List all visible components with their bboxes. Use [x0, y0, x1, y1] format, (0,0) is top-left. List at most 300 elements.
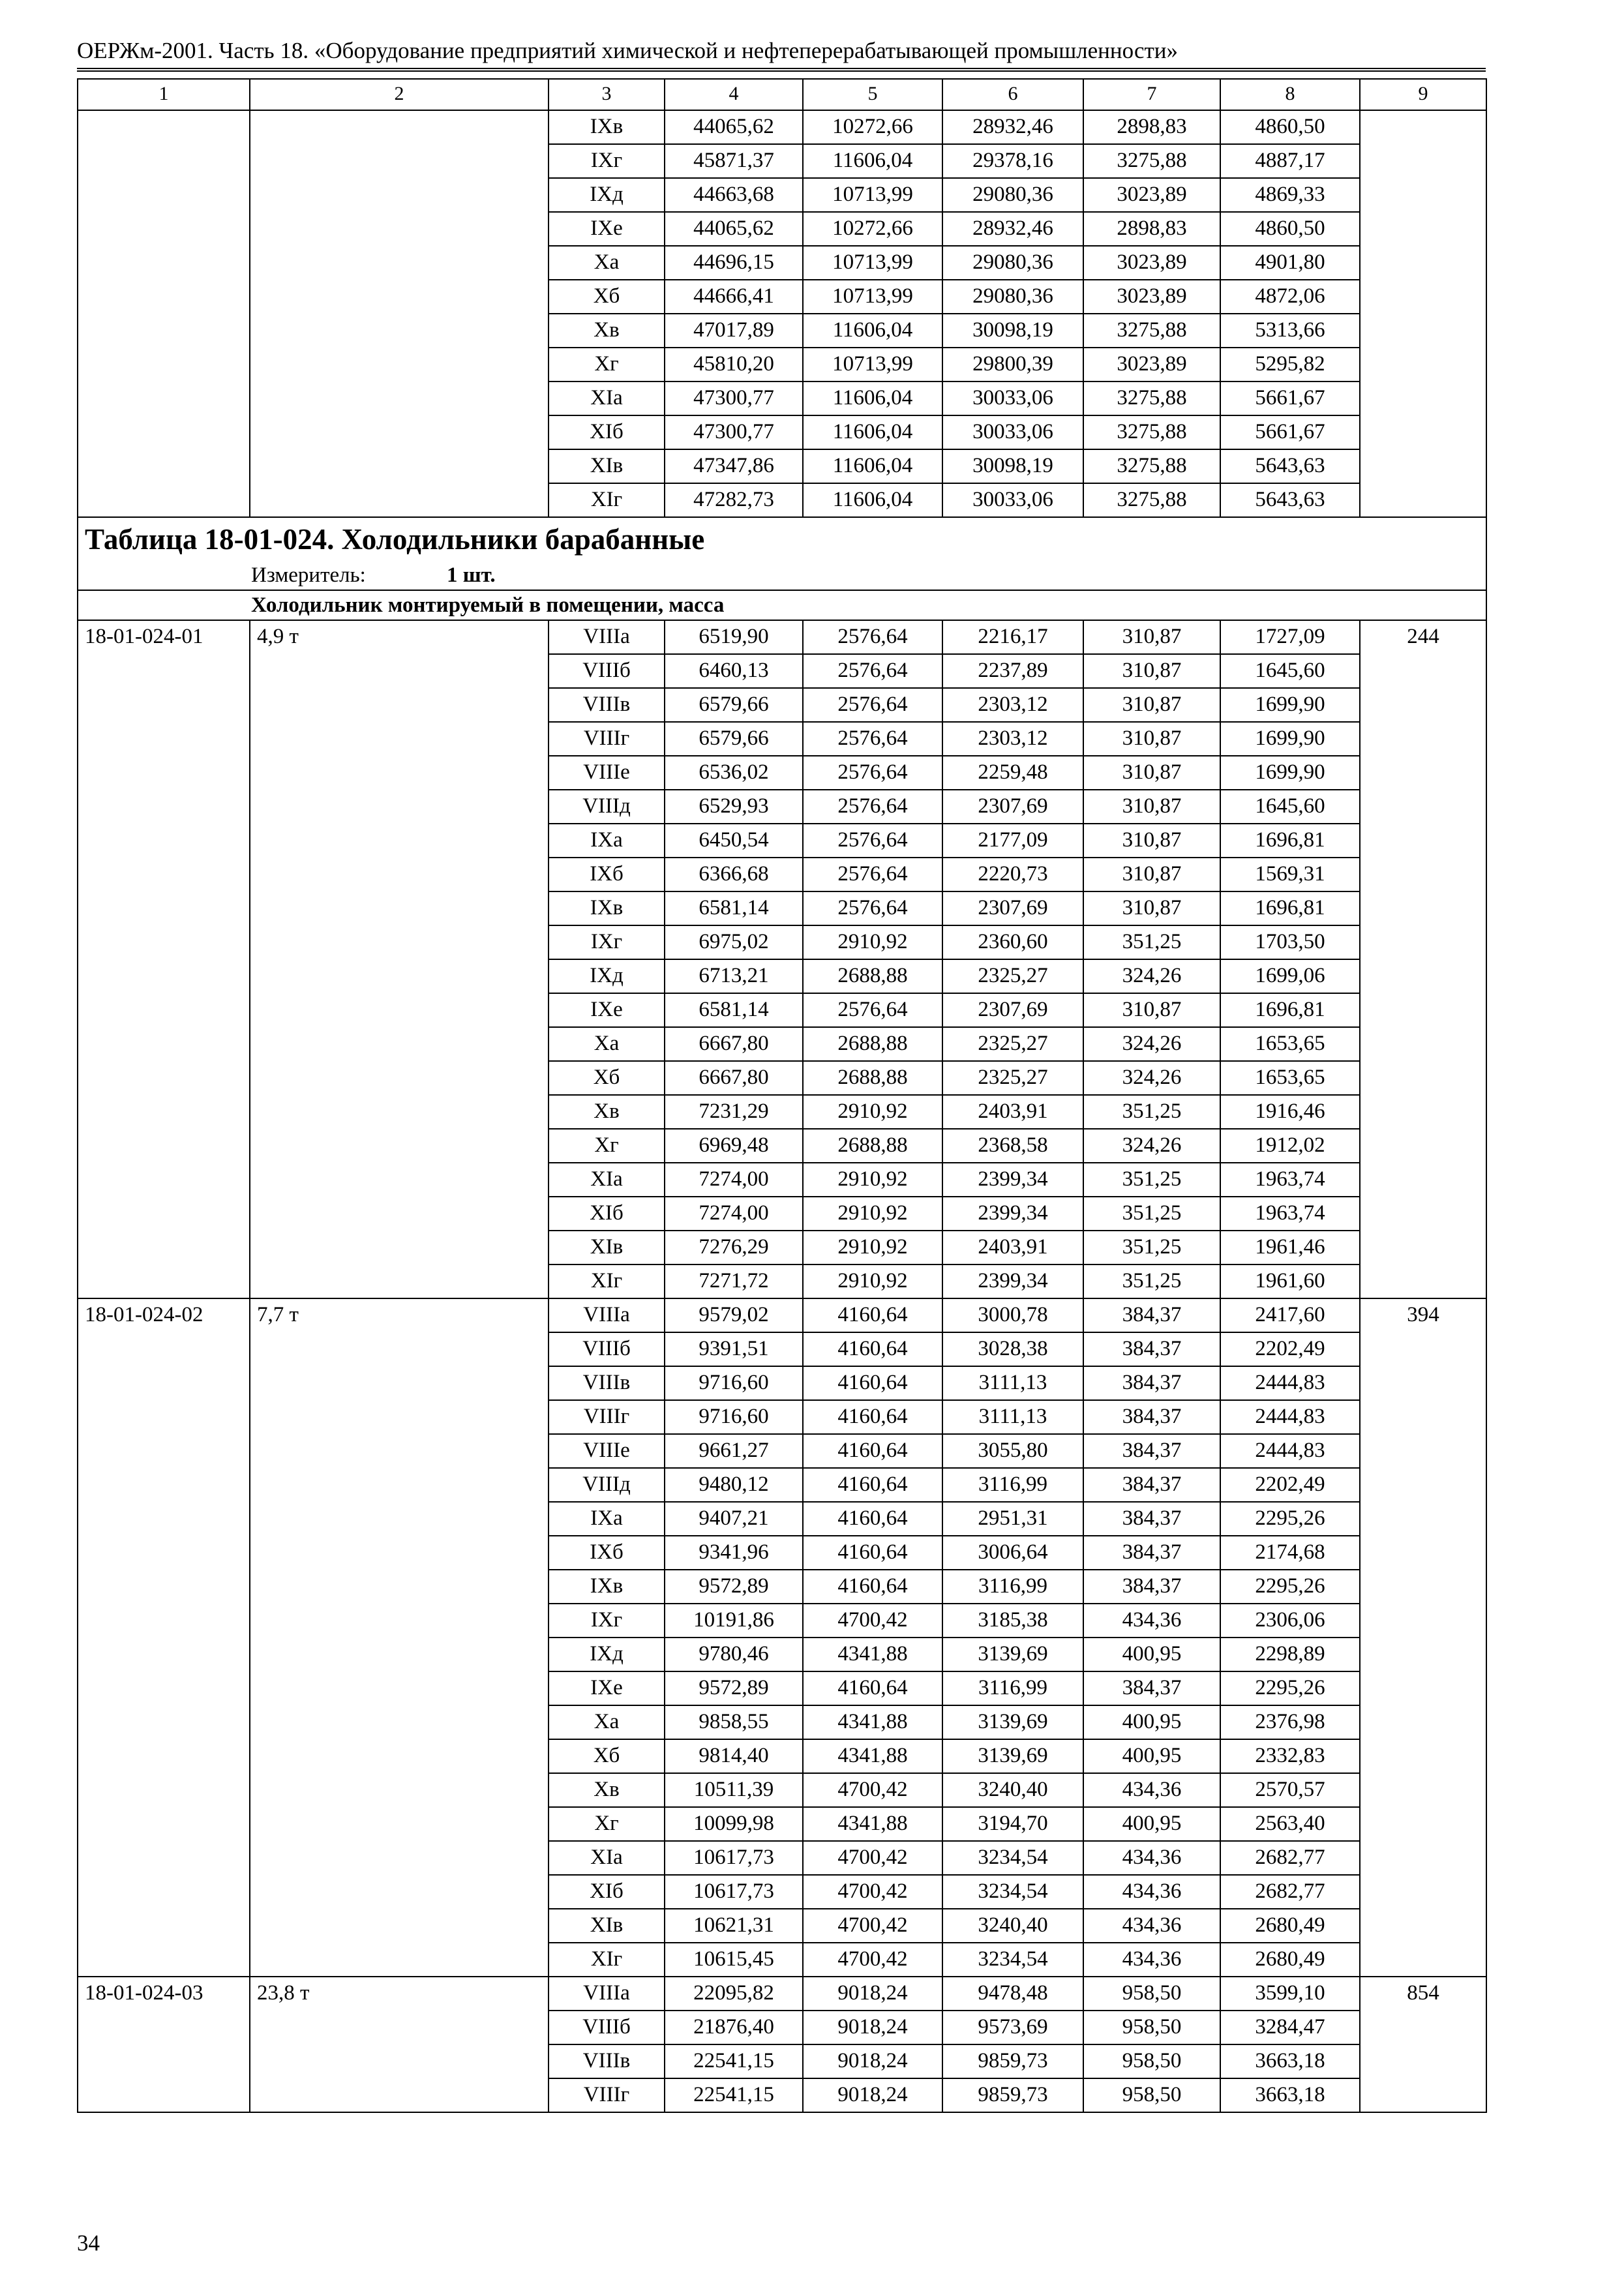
item-mass: 7,7 т	[250, 1298, 549, 1977]
value-cell-7: 434,36	[1083, 1943, 1220, 1977]
column-number: 7	[1083, 79, 1220, 110]
value-cell-8: 2295,26	[1220, 1570, 1360, 1604]
value-cell-8: 1699,90	[1220, 688, 1360, 722]
row-code-cell: XIа	[549, 1163, 665, 1197]
value-cell-4: 6519,90	[665, 620, 803, 654]
rates-table	[77, 78, 1487, 2113]
value-cell-8: 1916,46	[1220, 1095, 1360, 1129]
value-cell-5: 2910,92	[803, 1163, 942, 1197]
value-cell-6: 3055,80	[942, 1434, 1083, 1468]
value-cell-4: 47300,77	[665, 382, 803, 415]
value-cell-4: 45810,20	[665, 348, 803, 382]
value-cell-8: 1699,90	[1220, 722, 1360, 756]
item-code: 18-01-024-03	[78, 1977, 250, 2112]
value-cell-6: 3028,38	[942, 1332, 1083, 1366]
value-cell-5: 9018,24	[803, 1977, 942, 2011]
value-cell-8: 2570,57	[1220, 1773, 1360, 1807]
value-cell-7: 384,37	[1083, 1434, 1220, 1468]
value-cell-8: 1963,74	[1220, 1197, 1360, 1231]
value-cell-6: 2307,69	[942, 790, 1083, 824]
value-cell-8: 4860,50	[1220, 212, 1360, 246]
row-code-cell: Xб	[549, 1739, 665, 1773]
value-cell-8: 1645,60	[1220, 790, 1360, 824]
value-cell-4: 6536,02	[665, 756, 803, 790]
value-cell-6: 2237,89	[942, 654, 1083, 688]
row-code-cell: IXд	[549, 1638, 665, 1671]
value-cell-7: 400,95	[1083, 1739, 1220, 1773]
value-cell-6: 3116,99	[942, 1468, 1083, 1502]
running-header: ОЕРЖм-2001. Часть 18. «Оборудование предприятий химической и нефтеперерабатывающей промышленности»	[77, 38, 1179, 63]
value-cell-8: 1653,65	[1220, 1027, 1360, 1061]
value-cell-7: 310,87	[1083, 620, 1220, 654]
value-cell-6: 2325,27	[942, 1061, 1083, 1095]
row-code-cell: VIIIд	[549, 790, 665, 824]
value-cell-7: 310,87	[1083, 824, 1220, 858]
row-code-cell: VIIIг	[549, 2078, 665, 2112]
value-cell-5: 2576,64	[803, 620, 942, 654]
value-cell-4: 9661,27	[665, 1434, 803, 1468]
value-cell-8: 4872,06	[1220, 280, 1360, 314]
value-cell-8: 2295,26	[1220, 1502, 1360, 1536]
value-cell-5: 4160,64	[803, 1400, 942, 1434]
value-cell-4: 47017,89	[665, 314, 803, 348]
row-code-cell: Xг	[549, 1129, 665, 1163]
value-cell-5: 4160,64	[803, 1570, 942, 1604]
value-cell-7: 434,36	[1083, 1773, 1220, 1807]
value-cell-4: 10621,31	[665, 1909, 803, 1943]
value-cell-6: 30033,06	[942, 415, 1083, 449]
value-cell-8: 5661,67	[1220, 382, 1360, 415]
value-cell-4: 47300,77	[665, 415, 803, 449]
value-cell-8: 1696,81	[1220, 891, 1360, 925]
value-cell-6: 9573,69	[942, 2011, 1083, 2044]
row-code-cell: VIIIб	[549, 2011, 665, 2044]
value-cell-6: 28932,46	[942, 110, 1083, 144]
row-code-cell: IXе	[549, 212, 665, 246]
value-cell-8: 2295,26	[1220, 1671, 1360, 1705]
value-cell-8: 3663,18	[1220, 2078, 1360, 2112]
value-cell-7: 3275,88	[1083, 382, 1220, 415]
value-cell-5: 4341,88	[803, 1638, 942, 1671]
unit-label: Измеритель:	[251, 563, 366, 587]
row-code-cell: XIа	[549, 1841, 665, 1875]
value-cell-8: 1653,65	[1220, 1061, 1360, 1095]
value-cell-5: 4160,64	[803, 1468, 942, 1502]
value-cell-5: 4341,88	[803, 1807, 942, 1841]
row-code-cell: VIIIг	[549, 722, 665, 756]
value-cell-6: 2403,91	[942, 1095, 1083, 1129]
value-cell-8: 3284,47	[1220, 2011, 1360, 2044]
value-cell-4: 7231,29	[665, 1095, 803, 1129]
value-cell-8: 2444,83	[1220, 1366, 1360, 1400]
row-code-cell: VIIIв	[549, 688, 665, 722]
group-title: Холодильник монтируемый в помещении, масса	[78, 590, 1486, 620]
value-cell-7: 384,37	[1083, 1502, 1220, 1536]
value-cell-7: 384,37	[1083, 1400, 1220, 1434]
column-number: 4	[665, 79, 803, 110]
value-cell-4: 9579,02	[665, 1298, 803, 1332]
value-cell-8: 1696,81	[1220, 993, 1360, 1027]
value-cell-8: 5295,82	[1220, 348, 1360, 382]
row-code-cell: VIIIб	[549, 654, 665, 688]
value-cell-8: 1963,74	[1220, 1163, 1360, 1197]
value-cell-8: 2444,83	[1220, 1400, 1360, 1434]
value-cell-4: 44663,68	[665, 178, 803, 212]
value-cell-5: 11606,04	[803, 483, 942, 517]
value-cell-6: 2325,27	[942, 959, 1083, 993]
value-cell-8: 1961,46	[1220, 1231, 1360, 1264]
value-cell-7: 384,37	[1083, 1298, 1220, 1332]
value-cell-5: 10713,99	[803, 348, 942, 382]
value-cell-5: 2688,88	[803, 1027, 942, 1061]
value-cell-5: 10713,99	[803, 280, 942, 314]
value-cell-7: 3023,89	[1083, 246, 1220, 280]
value-cell-7: 384,37	[1083, 1536, 1220, 1570]
value-cell-4: 7276,29	[665, 1231, 803, 1264]
row-code-cell: XIв	[549, 449, 665, 483]
row-code-cell: VIIIа	[549, 620, 665, 654]
value-cell-7: 2898,83	[1083, 110, 1220, 144]
value-cell-8: 2417,60	[1220, 1298, 1360, 1332]
value-cell-8: 2298,89	[1220, 1638, 1360, 1671]
value-cell-6: 2368,58	[942, 1129, 1083, 1163]
row-code-cell: IXв	[549, 1570, 665, 1604]
value-cell-4: 10191,86	[665, 1604, 803, 1638]
value-cell-7: 310,87	[1083, 858, 1220, 891]
item-mass: 23,8 т	[250, 1977, 549, 2112]
value-cell-7: 384,37	[1083, 1332, 1220, 1366]
value-cell-5: 2576,64	[803, 824, 942, 858]
value-cell-6: 2399,34	[942, 1197, 1083, 1231]
value-cell-4: 10615,45	[665, 1943, 803, 1977]
value-cell-7: 2898,83	[1083, 212, 1220, 246]
value-cell-7: 958,50	[1083, 2044, 1220, 2078]
value-cell-6: 3116,99	[942, 1671, 1083, 1705]
value-cell-5: 4160,64	[803, 1434, 942, 1468]
value-cell-6: 2220,73	[942, 858, 1083, 891]
row-code-cell: VIIIе	[549, 756, 665, 790]
value-cell-7: 400,95	[1083, 1807, 1220, 1841]
value-cell-4: 6579,66	[665, 722, 803, 756]
column-number: 6	[942, 79, 1083, 110]
value-cell-6: 2399,34	[942, 1163, 1083, 1197]
row-code-cell: IXе	[549, 993, 665, 1027]
row-code-cell: Xв	[549, 1095, 665, 1129]
row-code-cell: VIIIа	[549, 1977, 665, 2011]
value-cell-7: 310,87	[1083, 756, 1220, 790]
value-cell-5: 4700,42	[803, 1604, 942, 1638]
value-cell-5: 2576,64	[803, 858, 942, 891]
row-code-cell: Xб	[549, 1061, 665, 1095]
table-title: Таблица 18-01-024. Холодильники барабанные	[78, 517, 1486, 561]
column-number: 3	[549, 79, 665, 110]
value-cell-6: 3139,69	[942, 1739, 1083, 1773]
value-cell-5: 2688,88	[803, 959, 942, 993]
item-code: 18-01-024-01	[78, 620, 250, 1298]
row-code-cell: IXб	[549, 858, 665, 891]
table-row	[78, 110, 1486, 144]
col9-cell	[1360, 110, 1486, 517]
value-cell-7: 310,87	[1083, 722, 1220, 756]
value-cell-7: 310,87	[1083, 891, 1220, 925]
value-cell-7: 3023,89	[1083, 178, 1220, 212]
value-cell-7: 958,50	[1083, 2078, 1220, 2112]
value-cell-6: 3111,13	[942, 1400, 1083, 1434]
value-cell-6: 30098,19	[942, 449, 1083, 483]
value-cell-4: 9572,89	[665, 1671, 803, 1705]
value-cell-6: 9859,73	[942, 2044, 1083, 2078]
code-cell	[78, 110, 250, 517]
value-cell-7: 400,95	[1083, 1705, 1220, 1739]
value-cell-7: 310,87	[1083, 654, 1220, 688]
value-cell-6: 3240,40	[942, 1909, 1083, 1943]
value-cell-7: 324,26	[1083, 1129, 1220, 1163]
value-cell-8: 5643,63	[1220, 483, 1360, 517]
value-cell-5: 2910,92	[803, 1264, 942, 1298]
table-row	[78, 1298, 1486, 1332]
value-cell-4: 6581,14	[665, 891, 803, 925]
row-code-cell: XIв	[549, 1231, 665, 1264]
value-cell-4: 6366,68	[665, 858, 803, 891]
value-cell-5: 9018,24	[803, 2044, 942, 2078]
value-cell-4: 9572,89	[665, 1570, 803, 1604]
table-row	[78, 620, 1486, 654]
value-cell-6: 29800,39	[942, 348, 1083, 382]
value-cell-4: 9341,96	[665, 1536, 803, 1570]
value-cell-8: 2332,83	[1220, 1739, 1360, 1773]
value-cell-7: 3275,88	[1083, 314, 1220, 348]
value-cell-6: 28932,46	[942, 212, 1083, 246]
value-cell-7: 351,25	[1083, 1264, 1220, 1298]
row-code-cell: Xг	[549, 1807, 665, 1841]
row-code-cell: VIIIд	[549, 1468, 665, 1502]
unit-row	[78, 561, 1486, 590]
value-cell-6: 2403,91	[942, 1231, 1083, 1264]
unit-value: 1 шт.	[447, 563, 496, 587]
header-rule	[77, 68, 1486, 72]
value-cell-7: 434,36	[1083, 1875, 1220, 1909]
value-cell-6: 2303,12	[942, 722, 1083, 756]
row-code-cell: IXе	[549, 1671, 665, 1705]
value-cell-6: 3194,70	[942, 1807, 1083, 1841]
value-cell-5: 9018,24	[803, 2078, 942, 2112]
value-cell-4: 45871,37	[665, 144, 803, 178]
value-cell-7: 434,36	[1083, 1841, 1220, 1875]
row-code-cell: IXа	[549, 824, 665, 858]
value-cell-5: 4700,42	[803, 1773, 942, 1807]
value-cell-5: 10272,66	[803, 212, 942, 246]
value-cell-8: 2563,40	[1220, 1807, 1360, 1841]
value-cell-6: 2307,69	[942, 891, 1083, 925]
value-cell-8: 2682,77	[1220, 1841, 1360, 1875]
value-cell-8: 2680,49	[1220, 1909, 1360, 1943]
value-cell-7: 324,26	[1083, 1061, 1220, 1095]
value-cell-6: 3240,40	[942, 1773, 1083, 1807]
column-number-row	[78, 79, 1486, 110]
value-cell-8: 2682,77	[1220, 1875, 1360, 1909]
row-code-cell: IXв	[549, 110, 665, 144]
value-cell-6: 3139,69	[942, 1638, 1083, 1671]
value-cell-5: 4160,64	[803, 1366, 942, 1400]
row-code-cell: Xв	[549, 314, 665, 348]
value-cell-7: 434,36	[1083, 1909, 1220, 1943]
value-cell-6: 3116,99	[942, 1570, 1083, 1604]
value-cell-8: 5313,66	[1220, 314, 1360, 348]
row-code-cell: IXб	[549, 1536, 665, 1570]
column-number: 9	[1360, 79, 1486, 110]
value-cell-5: 2910,92	[803, 1095, 942, 1129]
value-cell-6: 2399,34	[942, 1264, 1083, 1298]
value-cell-8: 1727,09	[1220, 620, 1360, 654]
row-code-cell: Xа	[549, 1027, 665, 1061]
column-number: 8	[1220, 79, 1360, 110]
value-cell-4: 44065,62	[665, 212, 803, 246]
row-code-cell: XIб	[549, 1197, 665, 1231]
value-cell-7: 958,50	[1083, 1977, 1220, 2011]
value-cell-8: 1696,81	[1220, 824, 1360, 858]
value-cell-5: 4700,42	[803, 1909, 942, 1943]
row-code-cell: Xа	[549, 1705, 665, 1739]
value-cell-6: 30033,06	[942, 382, 1083, 415]
value-cell-6: 2325,27	[942, 1027, 1083, 1061]
value-cell-7: 310,87	[1083, 688, 1220, 722]
value-cell-6: 3139,69	[942, 1705, 1083, 1739]
value-cell-6: 29080,36	[942, 280, 1083, 314]
value-cell-5: 11606,04	[803, 314, 942, 348]
value-cell-8: 4869,33	[1220, 178, 1360, 212]
row-code-cell: Xв	[549, 1773, 665, 1807]
row-code-cell: XIг	[549, 1264, 665, 1298]
value-cell-4: 22541,15	[665, 2078, 803, 2112]
value-cell-8: 1912,02	[1220, 1129, 1360, 1163]
name-cell	[250, 110, 549, 517]
row-code-cell: IXд	[549, 959, 665, 993]
value-cell-5: 10272,66	[803, 110, 942, 144]
column-number: 2	[250, 79, 549, 110]
value-cell-8: 1961,60	[1220, 1264, 1360, 1298]
row-code-cell: VIIIб	[549, 1332, 665, 1366]
value-cell-7: 3275,88	[1083, 144, 1220, 178]
row-code-cell: IXв	[549, 891, 665, 925]
value-cell-7: 351,25	[1083, 1197, 1220, 1231]
table-title-row	[78, 517, 1486, 561]
value-cell-4: 6975,02	[665, 925, 803, 959]
value-cell-5: 2576,64	[803, 790, 942, 824]
value-cell-7: 384,37	[1083, 1366, 1220, 1400]
value-cell-5: 4700,42	[803, 1875, 942, 1909]
value-cell-6: 2259,48	[942, 756, 1083, 790]
value-cell-7: 384,37	[1083, 1468, 1220, 1502]
row-code-cell: XIа	[549, 382, 665, 415]
value-cell-4: 7271,72	[665, 1264, 803, 1298]
value-cell-6: 2307,69	[942, 993, 1083, 1027]
value-cell-8: 4860,50	[1220, 110, 1360, 144]
row-code-cell: XIб	[549, 1875, 665, 1909]
row-code-cell: XIб	[549, 415, 665, 449]
value-cell-8: 1699,90	[1220, 756, 1360, 790]
value-cell-6: 9859,73	[942, 2078, 1083, 2112]
value-cell-4: 10617,73	[665, 1875, 803, 1909]
value-cell-4: 10511,39	[665, 1773, 803, 1807]
value-cell-8: 1699,06	[1220, 959, 1360, 993]
value-cell-8: 2444,83	[1220, 1434, 1360, 1468]
row-code-cell: VIIIв	[549, 2044, 665, 2078]
value-cell-6: 2177,09	[942, 824, 1083, 858]
value-cell-5: 4160,64	[803, 1502, 942, 1536]
value-cell-7: 310,87	[1083, 993, 1220, 1027]
value-cell-5: 11606,04	[803, 144, 942, 178]
value-cell-6: 29080,36	[942, 178, 1083, 212]
value-cell-4: 6667,80	[665, 1027, 803, 1061]
value-cell-7: 324,26	[1083, 959, 1220, 993]
value-cell-4: 9858,55	[665, 1705, 803, 1739]
value-cell-6: 2360,60	[942, 925, 1083, 959]
item-code: 18-01-024-02	[78, 1298, 250, 1977]
row-code-cell: Xа	[549, 246, 665, 280]
row-code-cell: XIг	[549, 483, 665, 517]
value-cell-5: 10713,99	[803, 178, 942, 212]
value-cell-7: 400,95	[1083, 1638, 1220, 1671]
value-cell-5: 11606,04	[803, 415, 942, 449]
value-cell-6: 3234,54	[942, 1943, 1083, 1977]
value-cell-5: 2576,64	[803, 891, 942, 925]
value-cell-5: 4700,42	[803, 1841, 942, 1875]
value-cell-5: 2688,88	[803, 1061, 942, 1095]
value-cell-8: 2680,49	[1220, 1943, 1360, 1977]
value-cell-4: 6667,80	[665, 1061, 803, 1095]
value-cell-5: 9018,24	[803, 2011, 942, 2044]
value-cell-4: 10099,98	[665, 1807, 803, 1841]
value-cell-4: 6713,21	[665, 959, 803, 993]
value-cell-5: 4160,64	[803, 1671, 942, 1705]
value-cell-5: 2688,88	[803, 1129, 942, 1163]
value-cell-4: 44065,62	[665, 110, 803, 144]
value-cell-4: 6460,13	[665, 654, 803, 688]
value-cell-6: 3111,13	[942, 1366, 1083, 1400]
value-cell-6: 29080,36	[942, 246, 1083, 280]
value-cell-7: 324,26	[1083, 1027, 1220, 1061]
value-cell-6: 3234,54	[942, 1875, 1083, 1909]
value-cell-4: 21876,40	[665, 2011, 803, 2044]
value-cell-7: 384,37	[1083, 1671, 1220, 1705]
value-cell-5: 11606,04	[803, 449, 942, 483]
value-cell-6: 29378,16	[942, 144, 1083, 178]
value-cell-6: 3000,78	[942, 1298, 1083, 1332]
value-cell-6: 30033,06	[942, 483, 1083, 517]
value-cell-5: 2910,92	[803, 1231, 942, 1264]
row-code-cell: Xг	[549, 348, 665, 382]
value-cell-5: 2576,64	[803, 993, 942, 1027]
value-cell-4: 6579,66	[665, 688, 803, 722]
value-cell-7: 3275,88	[1083, 415, 1220, 449]
value-cell-4: 44696,15	[665, 246, 803, 280]
value-cell-8: 2376,98	[1220, 1705, 1360, 1739]
value-cell-7: 351,25	[1083, 925, 1220, 959]
row-code-cell: VIIIе	[549, 1434, 665, 1468]
value-cell-5: 4341,88	[803, 1739, 942, 1773]
value-cell-4: 7274,00	[665, 1197, 803, 1231]
value-cell-6: 3185,38	[942, 1604, 1083, 1638]
row-code-cell: XIв	[549, 1909, 665, 1943]
unit-cell	[78, 561, 1486, 590]
value-cell-5: 4160,64	[803, 1536, 942, 1570]
value-cell-6: 2951,31	[942, 1502, 1083, 1536]
value-cell-7: 434,36	[1083, 1604, 1220, 1638]
row-code-cell: VIIIг	[549, 1400, 665, 1434]
row-code-cell: IXг	[549, 925, 665, 959]
value-cell-5: 2576,64	[803, 756, 942, 790]
value-cell-6: 30098,19	[942, 314, 1083, 348]
